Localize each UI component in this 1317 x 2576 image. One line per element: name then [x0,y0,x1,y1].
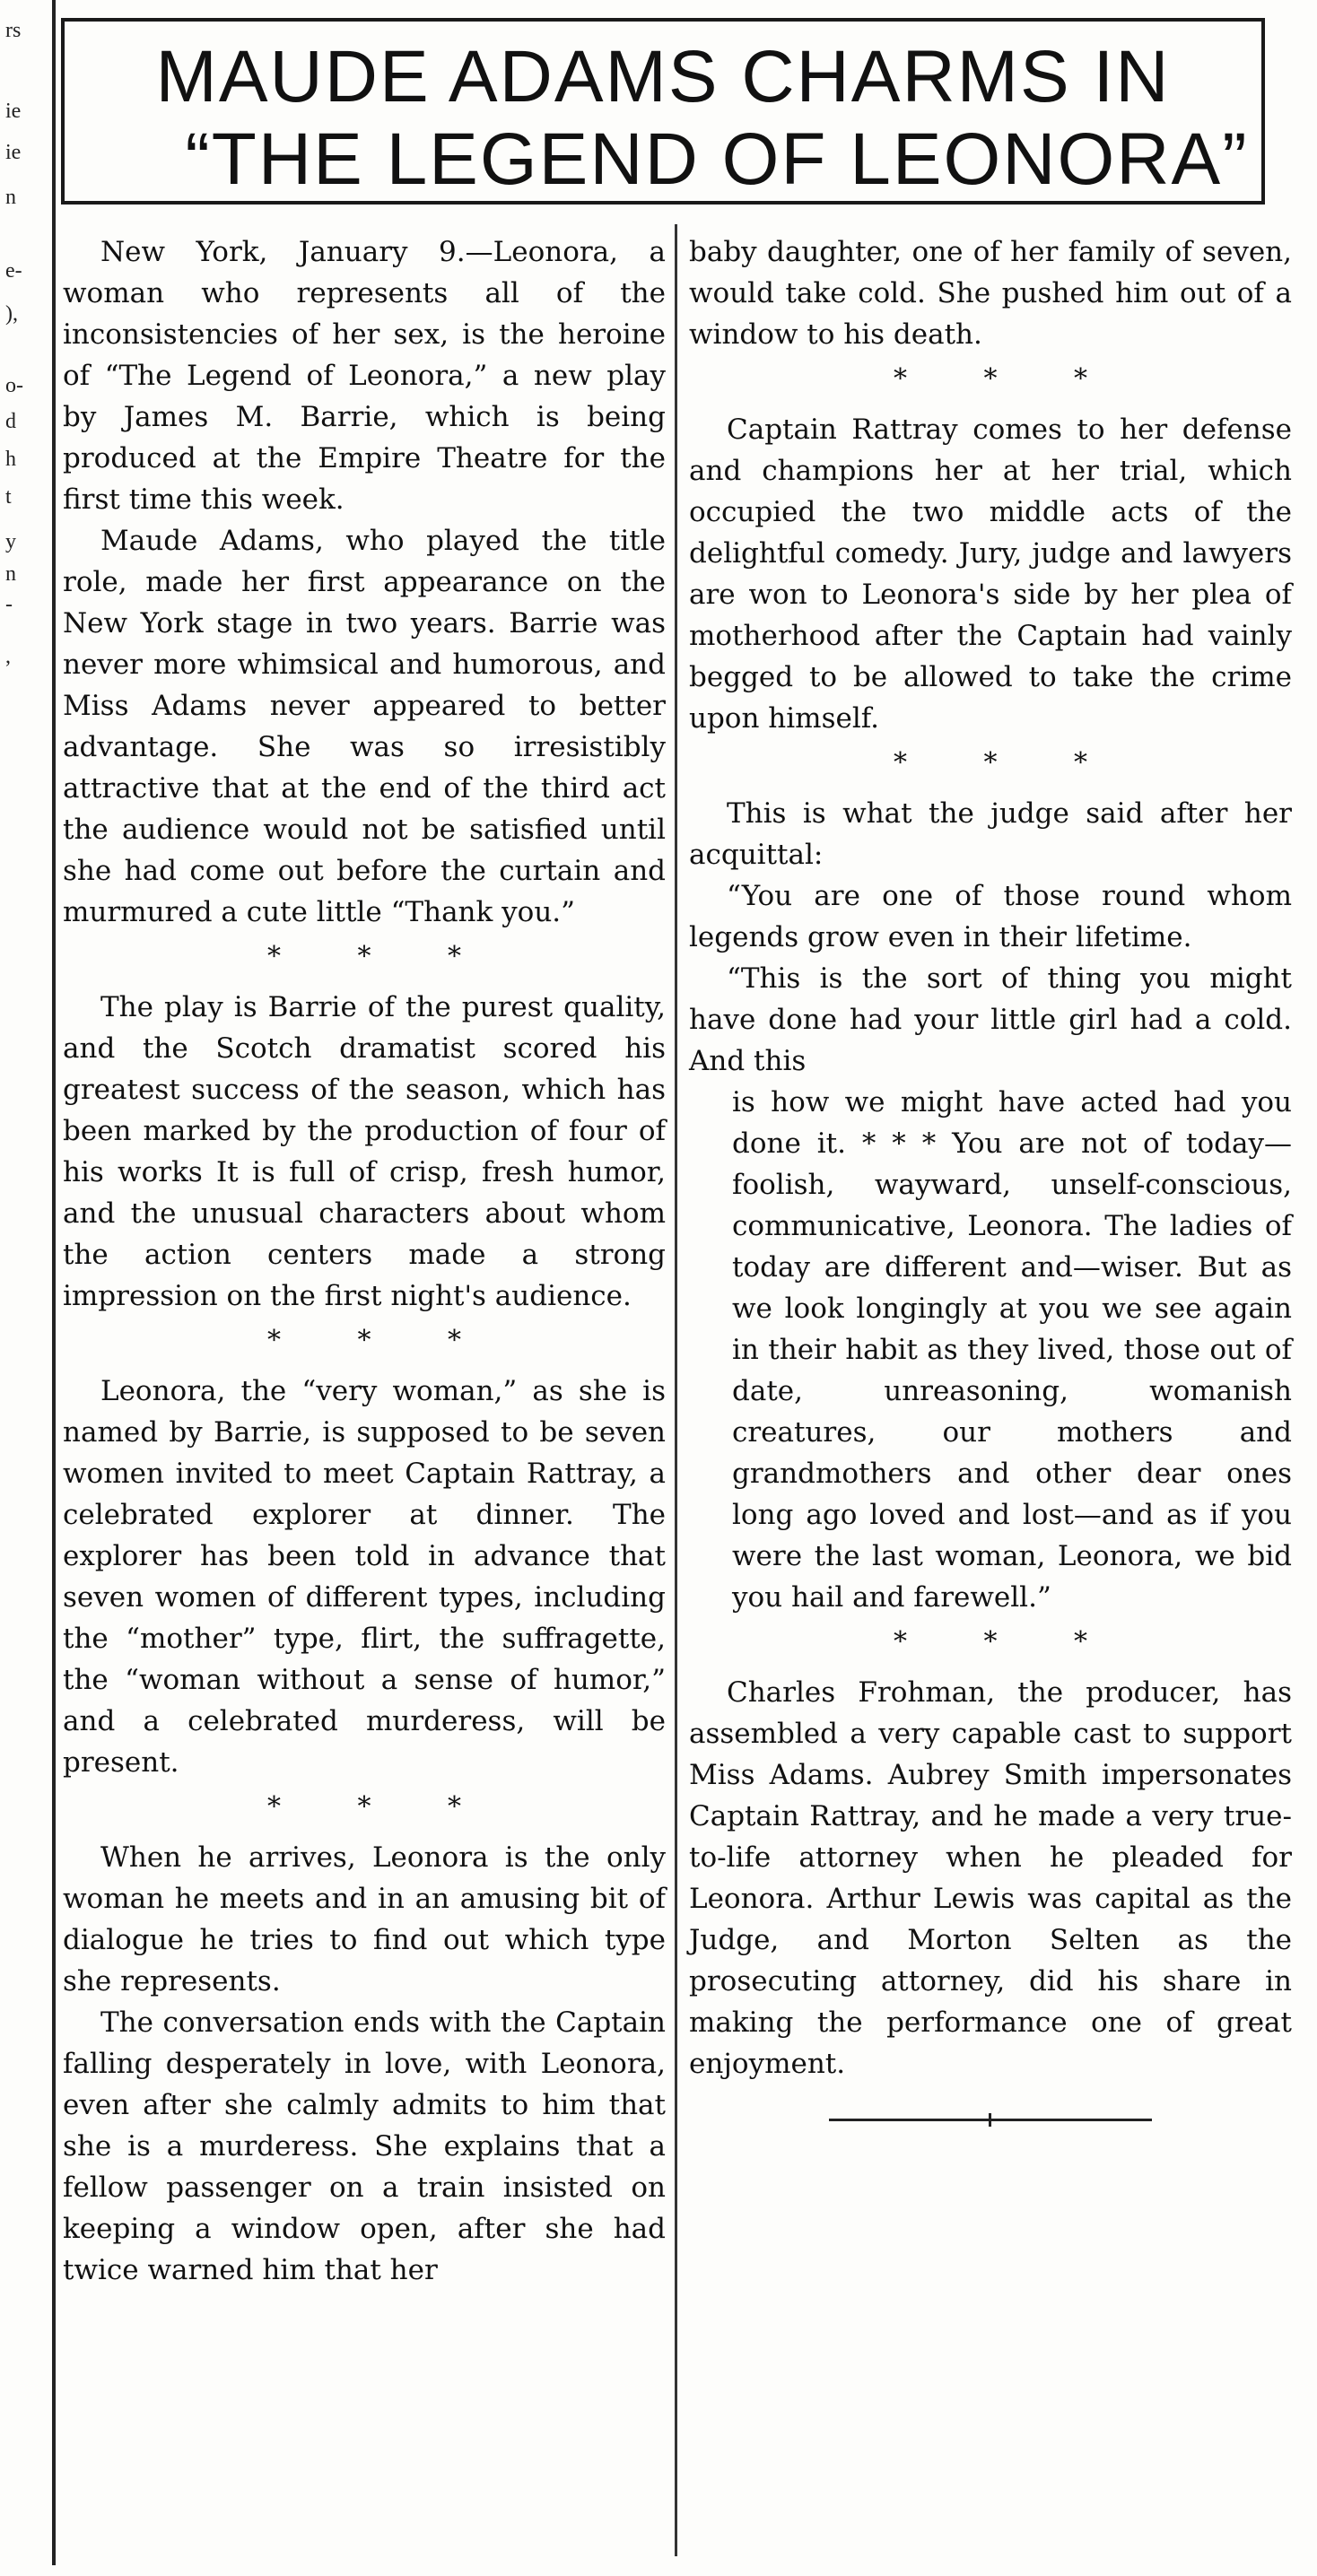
margin-fragment: n [5,562,16,586]
section-separator: * * * [266,1325,496,1356]
headline-line-2: “THE LEGEND OF LEONORA” [185,118,1249,200]
article-paragraph: The play is Barrie of the purest quality, and the Scotch dramatist scored his greatest success of the season, which has been marked by the production of four of his works It is full of crisp, fresh humor, and the unusual characters about whom the action centers made a strong impression on the first night's audience. [63,991,666,1312]
article-paragraph: Leonora, the “very woman,” as she is named by Barrie, is supposed to be seven women invited to meet Captain Rattray, a celebrated explorer at dinner. The explorer has been told in advance that seven women of different types, including the “mother” type, flirt, the suffragette, the “woman without a sense of humor,” and a celebrated murderess, will be present. [63,1375,666,1779]
article-paragraph: Captain Rattray comes to her defense and champions her at her trial, which occupied the two middle acts of the delightful comedy. Jury, judge and lawyers are won to Leonora's side by her plea of motherhood after the Captain had vainly begged to be allowed to take the crime upon himself. [689,413,1292,735]
margin-fragment: ie [5,141,22,164]
section-separator: * * * [266,941,496,972]
margin-fragment: n [5,186,16,209]
margin-fragment: y [5,530,16,553]
margin-fragment: h [5,448,16,471]
article-paragraph: The conversation ends with the Captain falling desperately in love, with Leonora, even after she calmly admits to him that she is a murderess. She explains that a fellow passenger on a train insisted on keeping a window open, after she had twice warned him that her [63,2006,666,2286]
margin-fragment: - [5,593,13,616]
column-divider-center [675,224,677,2556]
article-paragraph: baby daughter, one of her family of seven, would take cold. She pushed him out of a window to his death. [689,236,1292,351]
quoted-paragraph: “You are one of those round whom legends grow even in their lifetime. [689,880,1292,953]
article-paragraph: Maude Adams, who played the title role, made her first appearance on the New York stage in two years. Barrie was never more whimsical and humorous, and Miss Adams never appeared to better advantage. She was so irresistibly attractive that at the end of the third act the audience would not be satisfied until she had come out before the curtain and murmured a cute little “Thank you.” [63,525,666,928]
quoted-paragraph: is how we might have acted had you done it. * * * You are not of today—foolish, wayward, unself-conscious, communicative, Leonora. The ladies of today are different and—wiser. But as we look longingly at you we see again in their habit as they lived, those out of date, unreasoning, womanish creatures, our mothers and grandmothers and other dear ones long ago loved and lost—and as if you were the last woman, Leonora, we bid you hail and farewell.” [732,1086,1292,1614]
article-paragraph: This is what the judge said after her acquittal: [689,797,1292,871]
margin-fragment: ), [5,302,18,326]
margin-fragment: d [5,410,16,433]
article-column-left [63,231,666,2291]
column-divider-outer [52,0,56,2565]
section-separator: * * * [893,1626,1122,1658]
article-paragraph: Charles Frohman, the producer, has assembled a very capable cast to support Miss Adams. Aubrey Smith impersonates Captain Rattray, and he made a very true-to-life attorney when he pleaded for Leonora. Arthur Lewis was capital as the Judge, and Morton Selten as the prosecuting attorney, did his share in making the performance one of great enjoyment. [689,1676,1292,2080]
adjacent-column-fragments [0,0,31,2576]
margin-fragment: rs [5,19,22,42]
section-separator: * * * [266,1791,496,1823]
article-end-rule [829,2119,1152,2121]
article-paragraph: When he arrives, Leonora is the only woman he meets and in an amusing bit of dialogue he tries to find out which type she represents. [63,1841,666,1997]
margin-fragment: e- [5,259,22,283]
section-separator: * * * [893,363,1122,395]
section-separator: * * * [893,747,1122,779]
margin-fragment: t [5,485,12,509]
quoted-paragraph: “This is the sort of thing you might have done had your little girl had a cold. And this [689,962,1292,1077]
headline-line-1: MAUDE ADAMS CHARMS IN [155,36,1171,117]
article-column-right [689,231,1292,2121]
margin-fragment: ie [5,100,22,123]
headline-box [61,18,1265,205]
margin-fragment: o- [5,374,23,397]
margin-fragment: , [5,645,11,668]
article-paragraph: New York, January 9.—Leonora, a woman who represents all of the inconsistencies of her sex, is the heroine of “The Legend of Leonora,” a new play by James M. Barrie, which is being produced at the Empire Theatre for the first time this week. [63,236,666,516]
